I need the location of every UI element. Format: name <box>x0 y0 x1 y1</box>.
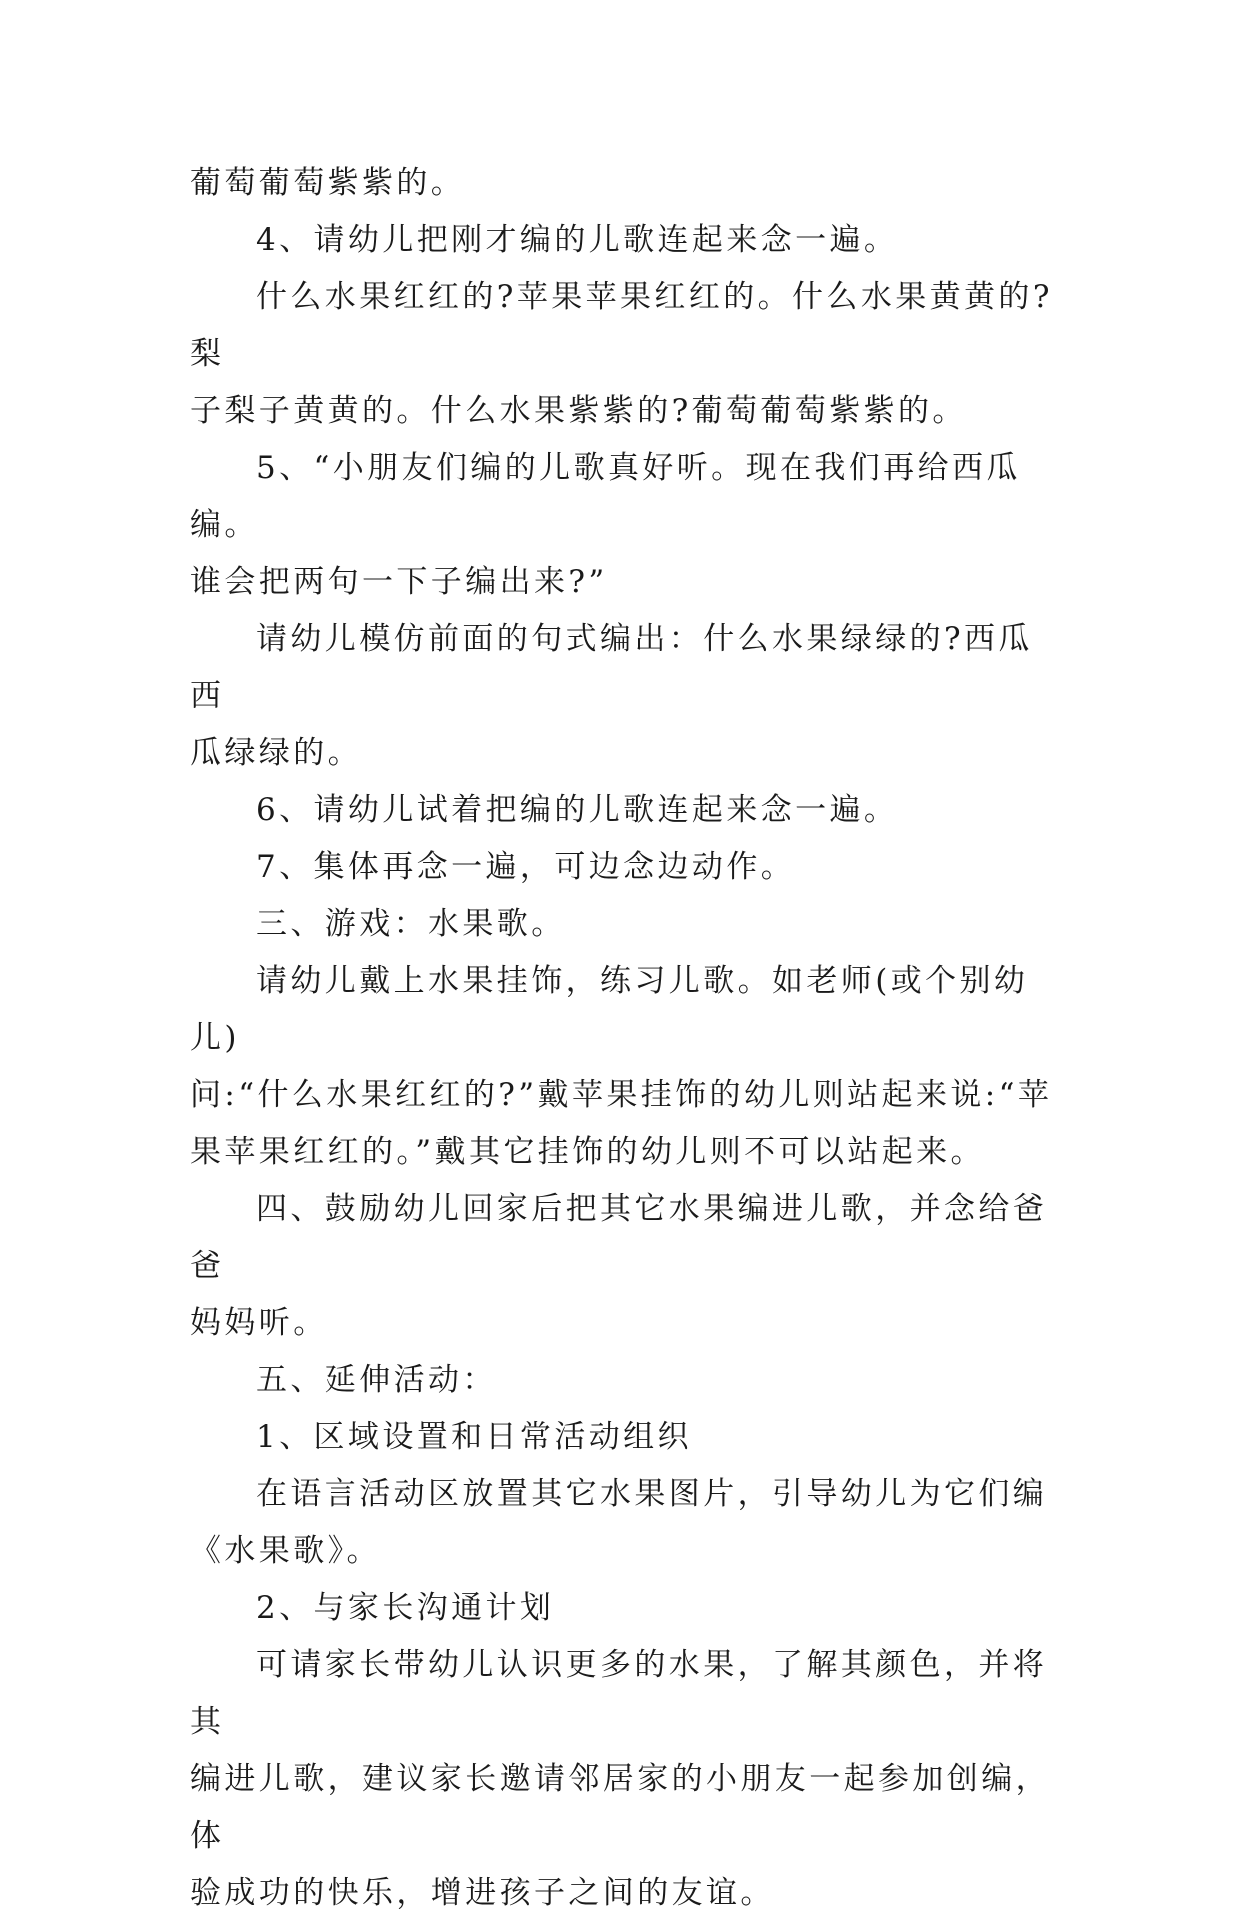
paragraph <box>190 269 1060 440</box>
text-line: 请幼儿模仿前面的句式编出：什么水果绿绿的?西瓜西 <box>190 621 1033 714</box>
paragraph <box>190 212 1060 269</box>
text-line: 验成功的快乐，增进孩子之间的友谊。 <box>190 1875 775 1911</box>
paragraph <box>190 155 1060 212</box>
text-line: 问:“什么水果红红的?”戴苹果挂饰的幼儿则站起来说:“苹 <box>190 1077 1053 1113</box>
text-line: 葡萄葡萄紫紫的。 <box>190 165 466 201</box>
subsection-heading <box>190 1409 1060 1466</box>
text-line: 6、请幼儿试着把编的儿歌连起来念一遍。 <box>256 792 899 828</box>
section-heading <box>190 1181 1060 1352</box>
paragraph <box>190 782 1060 839</box>
paragraph <box>190 953 1060 1181</box>
text-line: 果苹果红红的。”戴其它挂饰的幼儿则不可以站起来。 <box>190 1134 985 1170</box>
paragraph <box>190 839 1060 896</box>
text-line: 妈妈听。 <box>190 1305 328 1341</box>
text-line: 可请家长带幼儿认识更多的水果，了解其颜色，并将其 <box>190 1647 1048 1740</box>
text-line: 《水果歌》。 <box>190 1533 381 1569</box>
paragraph <box>190 1637 1060 1922</box>
text-line: 子梨子黄黄的。什么水果紫紫的?葡萄葡萄紫紫的。 <box>190 393 967 429</box>
section-heading <box>190 1352 1060 1409</box>
text-line: 2、与家长沟通计划 <box>256 1590 555 1626</box>
text-line: 在语言活动区放置其它水果图片，引导幼儿为它们编 <box>256 1476 1048 1512</box>
text-line: 三、游戏：水果歌。 <box>256 906 566 942</box>
text-line: 请幼儿戴上水果挂饰，练习儿歌。如老师(或个别幼儿) <box>190 963 1029 1056</box>
text-line: 7、集体再念一遍，可边念边动作。 <box>256 849 796 885</box>
body-text <box>190 155 1060 1922</box>
text-line: 编进儿歌，建议家长邀请邻居家的小朋友一起参加创编，体 <box>190 1761 1050 1854</box>
text-line: 瓜绿绿的。 <box>190 735 362 771</box>
section-heading <box>190 896 1060 953</box>
text-line: 四、鼓励幼儿回家后把其它水果编进儿歌，并念给爸爸 <box>190 1191 1048 1284</box>
subsection-heading <box>190 1580 1060 1637</box>
text-line: 4、请幼儿把刚才编的儿歌连起来念一遍。 <box>256 222 899 258</box>
paragraph <box>190 611 1060 782</box>
text-line: 五、延伸活动： <box>256 1362 497 1398</box>
text-line: 谁会把两句一下子编出来?” <box>190 564 608 600</box>
paragraph <box>190 440 1060 611</box>
text-line: 1、区域设置和日常活动组织 <box>256 1419 692 1455</box>
paragraph <box>190 1466 1060 1580</box>
text-line: 5、“小朋友们编的儿歌真好听。现在我们再给西瓜编。 <box>190 450 1021 543</box>
text-line: 什么水果红红的?苹果苹果红红的。什么水果黄黄的?梨 <box>190 279 1053 372</box>
